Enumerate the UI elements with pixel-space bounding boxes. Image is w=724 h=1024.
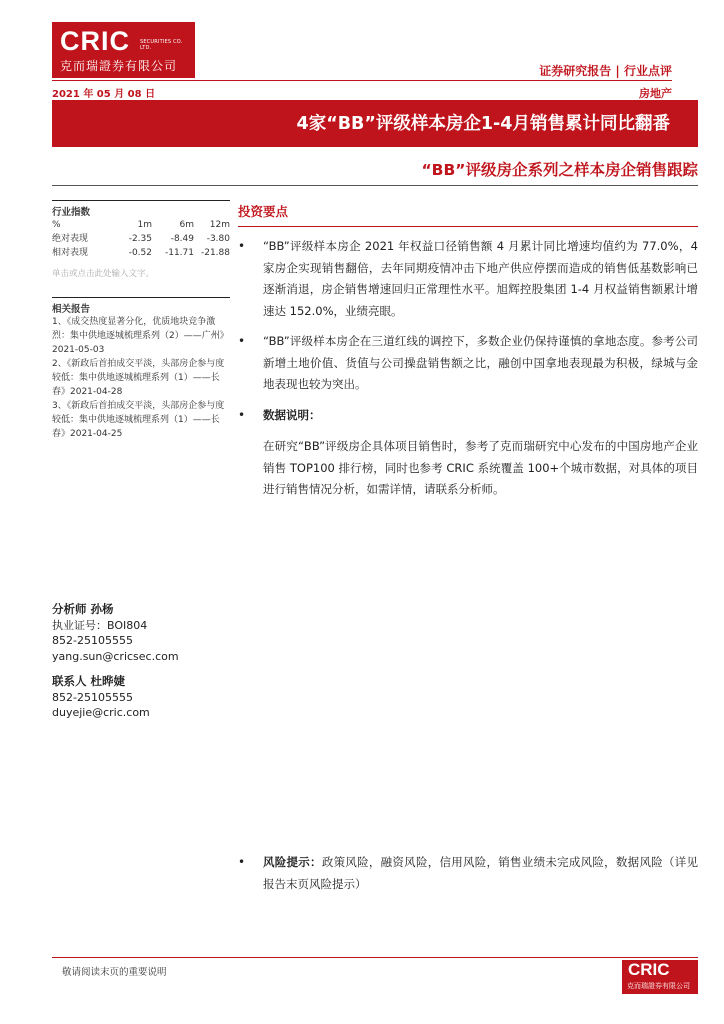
data-note-heading-row [238,405,698,427]
industry-index-header-row [52,218,230,232]
sidebar [52,200,230,441]
column-header: 1m [137,220,152,230]
company-logo [52,22,195,78]
footer-disclaimer: 敬请阅读末页的重要说明 [62,967,167,978]
related-reports-heading: 相关报告 [52,297,230,315]
contact-email[interactable]: duyejie@cric.com [52,706,150,719]
cell-value: -2.35 [128,234,152,244]
report-date: 2021 年 05 月 08 日 [52,89,156,100]
key-point-text: “BB”评级样本房企在三道红线的调控下，多数企业仍保持谨慎的拿地态度。参考公司新增土地价值、货值与公司操盘销售额之比，融创中国拿地表现最为积极，绿城与金地表现也较为突出。 [263,334,698,391]
analyst-phone: 852-25105555 [52,634,133,647]
footer-logo-text: CRIC [628,960,670,979]
key-point-text: “BB”评级样本房企 2021 年权益口径销售额 4 月累计同比增速均值约为 77.0%，4 家房企实现销售翻倍，去年同期疫情冲击下地产供应停摆而造成的销售低基数影响已逐渐消退，房企销售增速回归正常理性水平。旭辉控股集团 1-4 月权益销售额累计增速达 152.0%，业绩亮眼。 [263,239,698,318]
analyst-license: 执业证号：BOI804 [52,618,148,632]
analyst-heading: 分析师 孙杨 [52,602,114,616]
industry-index-heading: 行业指数 [52,200,230,218]
risk-label: 风险提示： [263,855,322,869]
contact-block [52,602,230,721]
report-subtitle: “BB”评级房企系列之样本房企销售跟踪 [421,161,698,179]
table-row [52,246,230,260]
cell-value: -11.71 [164,248,194,258]
column-header: 6m [179,220,194,230]
subtitle-divider [52,185,698,186]
logo-tagline: SECURITIES CO. LTD. [140,39,183,51]
footer-divider [52,957,698,958]
logo-text: CRIC [60,26,130,56]
cell-value: -0.52 [128,248,152,258]
key-points-heading: 投资要点 [238,204,289,219]
key-points-divider [238,226,698,227]
chart-placeholder-text[interactable]: 单击或点击此处输入文字。 [52,269,155,279]
bullet-icon: • [238,855,246,869]
column-header: % [52,220,61,230]
contact-phone: 852-25105555 [52,690,133,704]
contact-heading: 联系人 杜晔婕 [52,674,126,688]
footer-logo [622,960,698,994]
cell-value: -8.49 [170,234,194,244]
report-type: 证券研究报告 | 行业点评 [539,64,672,78]
logo-chinese-name: 克而瑞證券有限公司 [60,59,178,73]
row-label: 相对表现 [52,248,89,258]
related-report-item: 3、《新政后首拍成交平淡，头部房企参与度较低：集中供地逐城梳理系列（1）——长春》2021-04-25 [52,401,225,439]
cell-value: -21.88 [200,248,230,258]
footer-logo-chinese-name: 克而瑞證券有限公司 [627,982,690,990]
related-report-item: 1、《成交热度显著分化，优质地块竞争激烈：集中供地逐城梳理系列（2）——广州》2021-05-03 [52,317,229,355]
analyst-email[interactable]: yang.sun@cricsec.com [52,649,179,663]
data-note-heading: 数据说明： [263,407,321,422]
risk-item [238,852,698,895]
table-row [52,232,230,246]
risk-section [238,852,698,895]
key-point-item [238,331,698,396]
risk-text: 政策风险，融资风险，信用风险，销售业绩未完成风险，数据风险（详见报告末页风险提示） [263,855,699,891]
bullet-icon: • [238,239,246,253]
sector-label: 房地产 [639,87,672,100]
bullet-icon: • [238,407,246,422]
cell-value: -3.80 [206,234,230,244]
report-title: 4家“BB”评级样本房企1-4月销售累计同比翻番 [296,114,670,134]
key-point-item [238,236,698,322]
related-report-item: 2、《新政后首拍成交平淡，头部房企参与度较低：集中供地逐城梳理系列（1）——长春》2021-04-28 [52,359,225,397]
main-content [238,202,698,501]
title-bar [52,100,698,147]
row-label: 绝对表现 [52,234,89,244]
bullet-icon: • [238,334,246,348]
column-header: 12m [209,220,230,230]
data-note-text: 在研究“BB”评级房企具体项目销售时，参考了克而瑞研究中心发布的中国房地产企业销售 TOP100 排行榜，同时也参考 CRIC 系统覆盖 100+个城市数据，对具体的项目进行销售情况分析，如需详情，请联系分析师。 [263,439,698,496]
header-divider [52,80,672,81]
